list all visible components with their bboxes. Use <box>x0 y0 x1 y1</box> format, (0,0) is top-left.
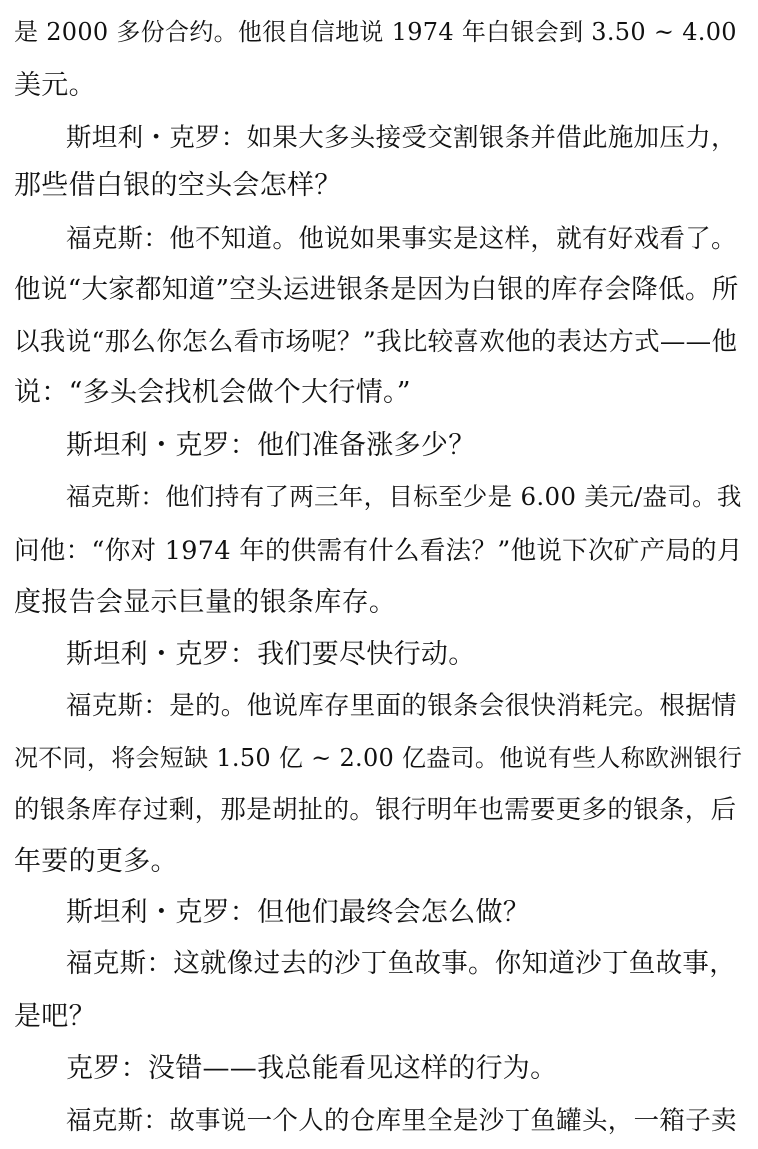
text-line: 斯坦利・克罗：我们要尽快行动。 <box>66 639 476 670</box>
text-line: 福克斯：这就像过去的沙丁鱼故事。你知道沙丁鱼故事， <box>66 948 736 979</box>
text-line: 斯坦利・克罗：但他们最终会怎么做？ <box>66 897 531 928</box>
text-line: 斯坦利・克罗：如果大多头接受交割银条并借此施加压力， <box>66 123 737 153</box>
text-line: 度报告会显示巨量的银条库存。 <box>14 587 397 618</box>
text-line: 福克斯：故事说一个人的仓库里全是沙丁鱼罐头，一箱子卖 <box>66 1106 737 1136</box>
text-line: 美元。 <box>14 70 96 101</box>
text-line: 福克斯：是的。他说库存里面的银条会很快消耗完。根据情 <box>66 691 737 721</box>
text-line: 是吧？ <box>14 1001 96 1032</box>
text-line: 斯坦利・克罗：他们准备涨多少？ <box>66 430 476 461</box>
text-line: 是 2000 多份合约。他很自信地说 1974 年白银会到 3.50 ~ 4.00 <box>14 18 737 46</box>
text-line: 福克斯：他不知道。他说如果事实是这样，就有好戏看了。 <box>66 224 737 254</box>
text-line: 年要的更多。 <box>14 846 178 877</box>
text-line: 问他：“你对 1974 年的供需有什么看法？”他说下次矿产局的月 <box>14 536 743 566</box>
text-line: 克罗：没错——我总能看见这样的行为。 <box>66 1053 558 1084</box>
text-line: 以我说“那么你怎么看市场呢？”我比较喜欢他的表达方式——他 <box>14 327 738 357</box>
text-line: 况不同，将会短缺 1.50 亿 ~ 2.00 亿盎司。他说有些人称欧洲银行 <box>14 744 743 772</box>
text-line: 说：“多头会找机会做个大行情。” <box>14 377 411 408</box>
text-line: 的银条库存过剩，那是胡扯的。银行明年也需要更多的银条，后 <box>14 795 737 825</box>
text-line: 福克斯：他们持有了两三年，目标至少是 6.00 美元/盎司。我 <box>66 482 742 511</box>
text-line: 那些借白银的空头会怎样？ <box>14 170 342 201</box>
text-line: 他说“大家都知道”空头运进银条是因为白银的库存会降低。所 <box>14 274 739 305</box>
